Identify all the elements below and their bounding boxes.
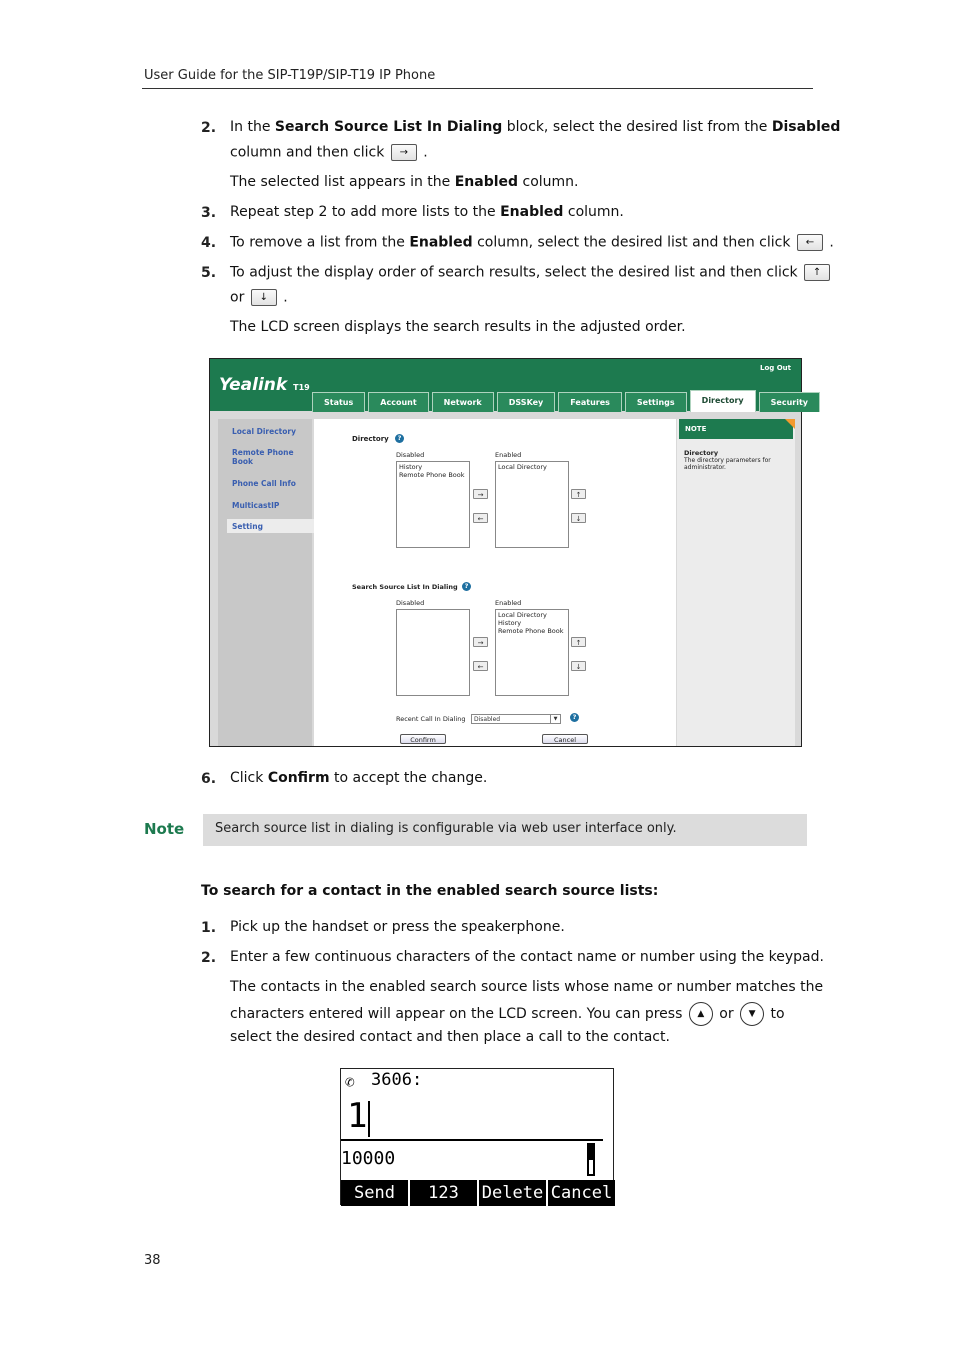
step-text: or ↓ . [230, 289, 288, 306]
search-source-enabled-list[interactable] [495, 609, 569, 696]
disabled-column-label: Disabled [396, 451, 425, 459]
help-icon[interactable]: ? [570, 713, 579, 722]
tab-directory[interactable]: Directory [690, 390, 756, 412]
note-box: Search source list in dialing is configurable via web user interface only. [203, 814, 807, 846]
step-number: 6. [201, 771, 217, 787]
step-text: column and then click → . [230, 144, 428, 161]
scrollbar-thumb [589, 1160, 593, 1174]
step-subtext: select the desired contact and then place a call to the contact. [230, 1029, 670, 1045]
web-header [210, 359, 809, 411]
note-label: Note [144, 820, 185, 838]
step-number: 2. [201, 950, 217, 966]
step-number: 5. [201, 265, 217, 281]
step-subtext: The LCD screen displays the search results in the adjusted order. [230, 319, 686, 335]
move-down-button[interactable]: ↓ [571, 513, 586, 523]
tab-account[interactable]: Account [368, 392, 428, 412]
cancel-button[interactable]: Cancel [542, 734, 588, 744]
list-item[interactable]: History [399, 463, 423, 471]
move-up-button-icon: ↑ [804, 264, 830, 281]
confirm-button[interactable]: Confirm [400, 734, 446, 744]
step-number: 2. [201, 120, 217, 136]
directory-label: Directory [352, 435, 389, 443]
tab-settings[interactable]: Settings [625, 392, 687, 412]
chevron-down-icon: ▼ [550, 715, 560, 723]
left-nav [218, 419, 312, 746]
directory-enabled-list[interactable] [495, 461, 569, 548]
up-key-icon: ▲ [689, 1002, 713, 1026]
handset-icon: ✆ [345, 1072, 355, 1091]
note-panel [677, 419, 795, 746]
tab-features[interactable]: Features [558, 392, 622, 412]
lcd-input: 1 [347, 1096, 368, 1136]
nav-remote-phone-book[interactable]: Remote Phone Book [232, 448, 294, 466]
down-key-icon: ▼ [740, 1002, 764, 1026]
step-text: Enter a few continuous characters of the contact name or number using the keypad. [230, 949, 824, 965]
step-text: Repeat step 2 to add more lists to the Enabled column. [230, 204, 624, 220]
enabled-column-label: Enabled [495, 451, 522, 459]
move-right-button[interactable]: → [473, 489, 488, 499]
nav-setting[interactable]: Setting [232, 522, 263, 531]
note-body: The directory parameters for administrator. [684, 457, 771, 471]
lcd-divider [341, 1139, 603, 1141]
step-text: To adjust the display order of search results, select the desired list and then click ↑ [230, 264, 832, 281]
text-cursor [368, 1101, 370, 1137]
list-item[interactable]: Local Directory [498, 463, 547, 471]
step-text: To remove a list from the Enabled column, select the desired list and then click ← . [230, 234, 834, 251]
directory-disabled-list[interactable] [396, 461, 470, 548]
list-item[interactable]: Local Directory [498, 611, 547, 619]
tab-dsskey[interactable]: DSSKey [497, 392, 556, 412]
yealink-logo: Yealink T19 [219, 375, 310, 395]
step-text: Click Confirm to accept the change. [230, 770, 488, 786]
lcd-result: 10000 [341, 1148, 396, 1169]
tab-security[interactable]: Security [759, 392, 820, 412]
search-source-label: Search Source List In Dialing [352, 583, 458, 591]
softkey-123[interactable]: 123 [410, 1180, 479, 1206]
move-left-button-icon: ← [797, 234, 823, 251]
recent-call-select[interactable]: Disabled ▼ [471, 714, 561, 724]
section-title: To search for a contact in the enabled search source lists: [201, 883, 659, 899]
softkey-send[interactable]: Send [341, 1180, 410, 1206]
logout-link[interactable]: Log Out [760, 364, 791, 372]
step-subtext: The contacts in the enabled search source lists whose name or number matches the [230, 979, 824, 995]
nav-local-directory[interactable]: Local Directory [232, 427, 296, 436]
step-number: 1. [201, 920, 217, 936]
lcd-line1: 3606: [371, 1070, 423, 1090]
page-header: User Guide for the SIP-T19P/SIP-T19 IP Phone [144, 68, 436, 83]
header-rule [142, 88, 813, 89]
note-title: NOTE [679, 419, 793, 439]
list-item[interactable]: Remote Phone Book [498, 627, 564, 635]
softkey-cancel[interactable]: Cancel [550, 1183, 613, 1203]
tab-status[interactable]: Status [312, 392, 365, 412]
move-left-button[interactable]: ← [473, 661, 488, 671]
step-text: In the Search Source List In Dialing block, select the desired list from the Disabled [230, 119, 841, 135]
nav-phone-call-info[interactable]: Phone Call Info [232, 479, 296, 488]
move-down-button-icon: ↓ [251, 289, 277, 306]
lcd-screen [340, 1068, 614, 1205]
move-up-button[interactable]: ↑ [571, 489, 586, 499]
search-source-disabled-list[interactable] [396, 609, 470, 696]
move-left-button[interactable]: ← [473, 513, 488, 523]
page-number: 38 [144, 1253, 161, 1268]
help-icon[interactable]: ? [462, 582, 471, 591]
tab-bar [312, 390, 820, 411]
tab-network[interactable]: Network [432, 392, 494, 412]
move-right-button[interactable]: → [473, 637, 488, 647]
step-subtext: The selected list appears in the Enabled column. [230, 174, 579, 190]
step-text: Pick up the handset or press the speakerphone. [230, 919, 565, 935]
move-right-button-icon: → [391, 144, 417, 161]
list-item[interactable]: Remote Phone Book [399, 471, 465, 479]
disabled-column-label: Disabled [396, 599, 425, 607]
enabled-column-label: Enabled [495, 599, 522, 607]
nav-multicastip[interactable]: MulticastIP [232, 501, 280, 510]
softkey-delete[interactable]: Delete [479, 1180, 548, 1206]
step-number: 4. [201, 235, 217, 251]
web-ui-screenshot [209, 358, 809, 747]
note-heading: Directory [684, 449, 719, 457]
list-item[interactable]: History [498, 619, 522, 627]
help-icon[interactable]: ? [395, 434, 404, 443]
note-corner-flag [785, 419, 795, 429]
recent-call-label: Recent Call In Dialing [396, 715, 466, 723]
step-number: 3. [201, 205, 217, 221]
settings-content [314, 419, 676, 746]
step-subtext: characters entered will appear on the LCD screen. You can press ▲ or ▼ to [230, 1002, 785, 1026]
move-up-button[interactable]: ↑ [571, 637, 586, 647]
softkey-bar [341, 1180, 615, 1206]
move-down-button[interactable]: ↓ [571, 661, 586, 671]
